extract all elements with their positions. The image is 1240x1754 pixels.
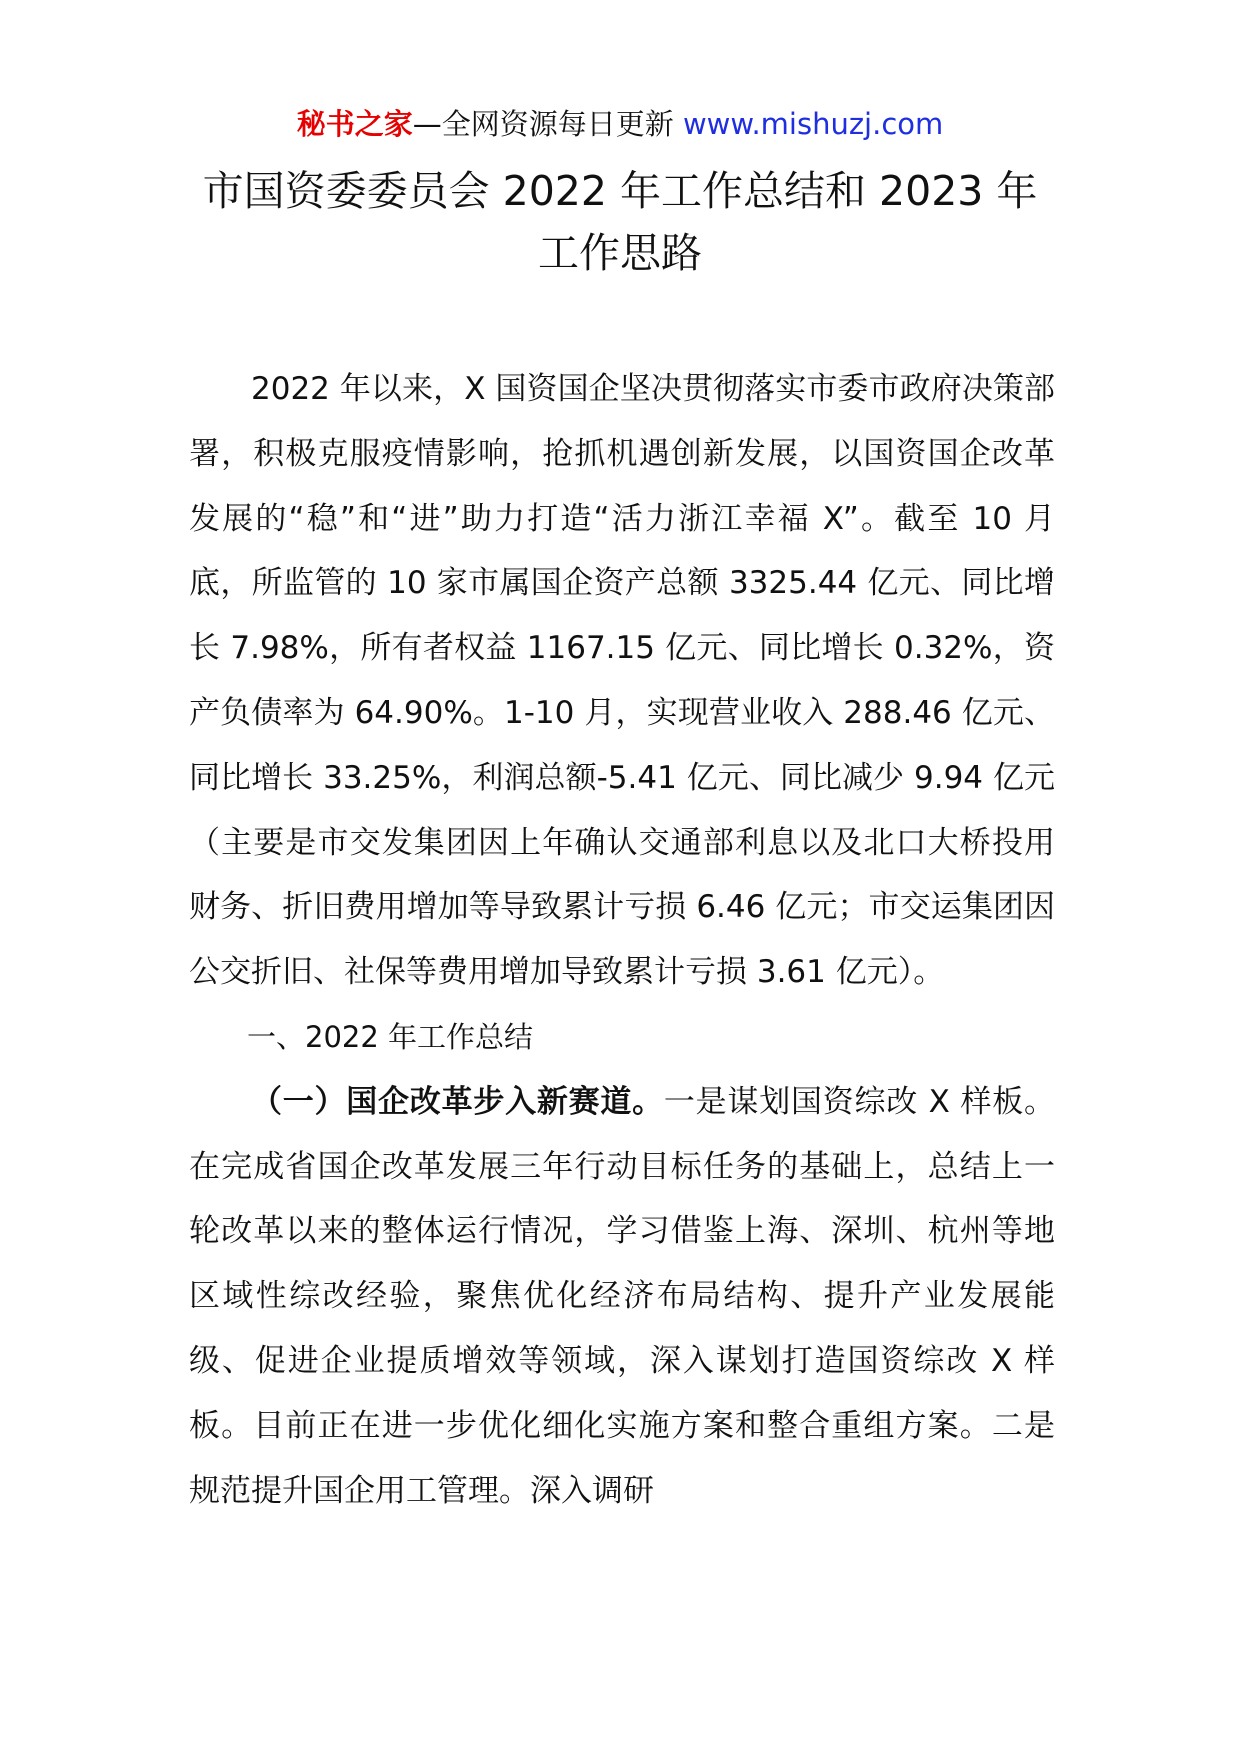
item-paragraph-1 — [189, 1070, 1055, 1524]
item-1-lead: （一）国企改革步入新赛道。 — [251, 1083, 664, 1120]
document-title — [140, 160, 1100, 284]
item-1-text: 一是谋划国资综改 X 样板。在完成省国企改革发展三年行动目标任务的基础上，总结上一轮改革以来的整体运行情况，学习借鉴上海、深圳、杭州等地区域性综改经验，聚焦优化经济布局结构、提升产业发展能级、促进企业提质增效等领域，深入谋划打造国资综改 X 样板。目前正在进一步优化细化实施方案和整合重组方案。二是规范提升国企用工管理。深入调研 — [189, 1083, 1055, 1509]
document-body — [189, 357, 1055, 1523]
banner-url-link[interactable]: www.mishuzj.com — [682, 107, 944, 141]
title-line-2: 工作思路 — [538, 229, 702, 277]
site-banner — [0, 102, 1240, 146]
title-line-1: 市国资委委员会 2022 年工作总结和 2023 年 — [202, 167, 1038, 215]
banner-brand: 秘书之家 — [296, 107, 413, 141]
intro-paragraph: 2022 年以来，X 国资国企坚决贯彻落实市委市政府决策部署，积极克服疫情影响，抢抓机遇创新发展，以国资国企改革发展的“稳”和“进”助力打造“活力浙江幸福 X”。截至 10 月底，所监管的 10 家市属国企资产总额 3325.44 亿元、同比增长 7.98%，所有者权益 1167.15 亿元、同比增长 0.32%，资产负债率为 64.90%。1-10 月，实现营业收入 288.46 亿元、同比增长 33.25%，利润总额-5.41 亿元、同比减少 9.94 亿元（主要是市交发集团因上年确认交通部利息以及北口大桥投用财务、折旧费用增加等导致累计亏损 6.46 亿元；市交运集团因公交折旧、社保等费用增加导致累计亏损 3.61 亿元）。 — [189, 371, 1055, 991]
section-heading-1: 一、2022 年工作总结 — [247, 1019, 534, 1054]
banner-tagline: —全网资源每日更新 — [412, 107, 674, 141]
